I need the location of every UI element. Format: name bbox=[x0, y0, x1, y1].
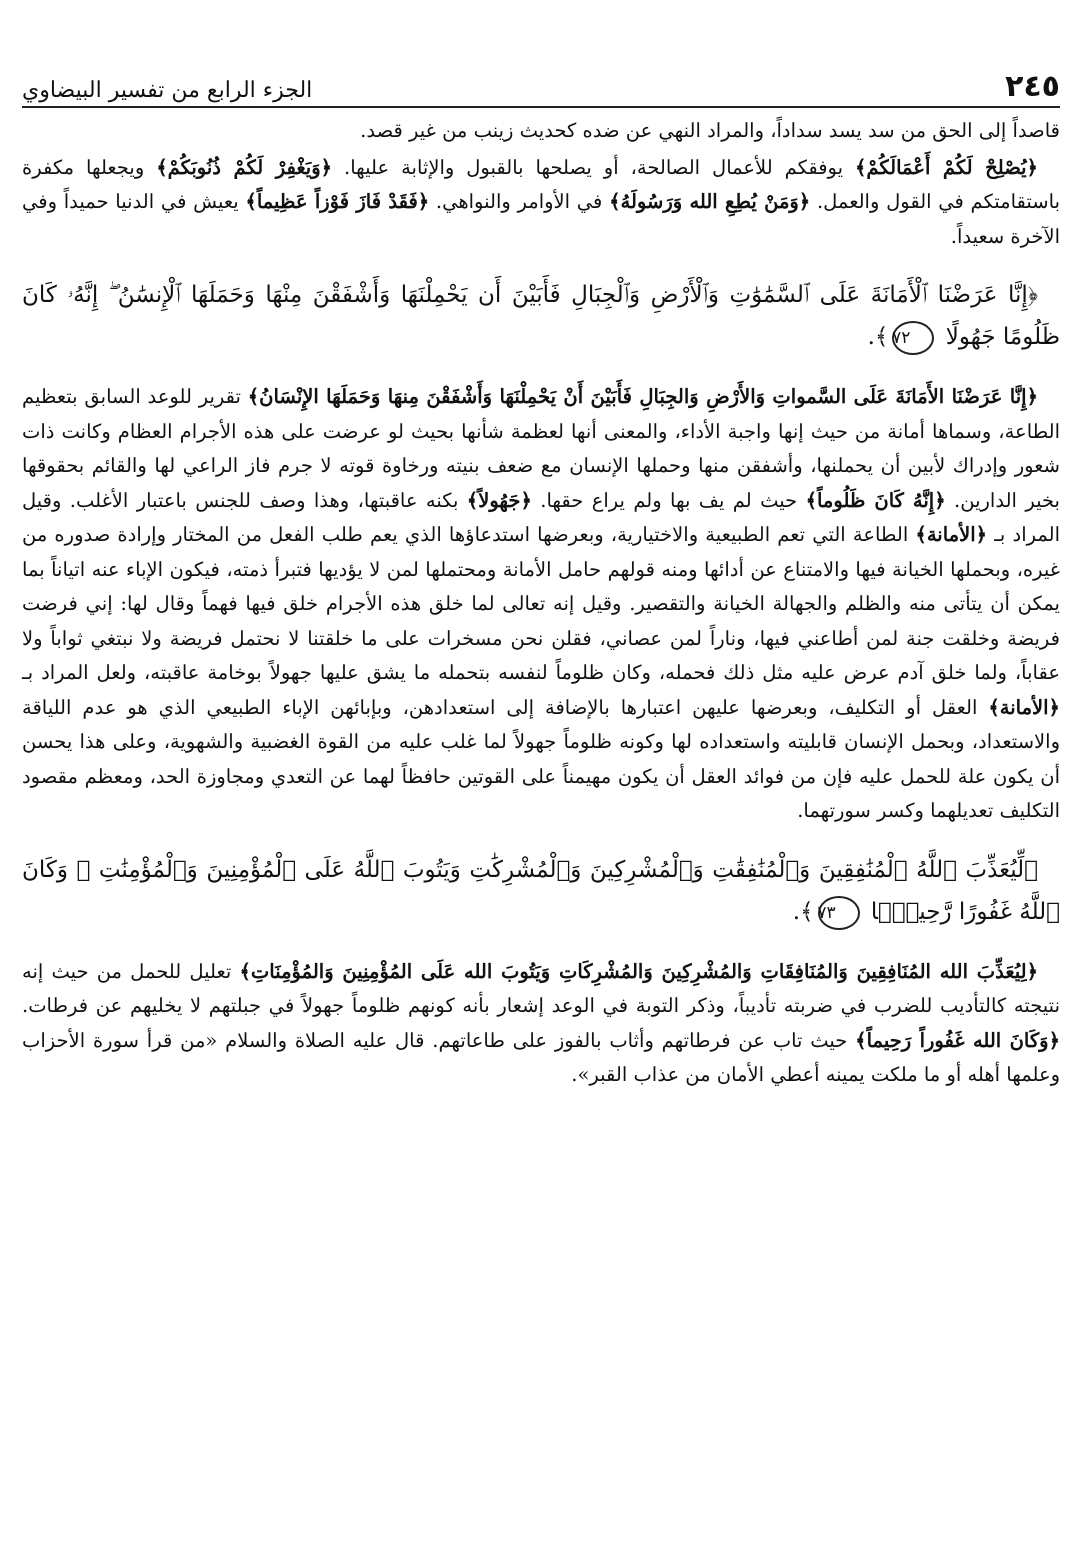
quran-quote: ﴿الأمانة﴾ bbox=[988, 695, 1060, 719]
quran-quote: ﴿الأمانة﴾ bbox=[915, 523, 988, 546]
quran-quote: ﴿جَهُولاً﴾ bbox=[466, 488, 532, 512]
commentary-text: في الأوامر والنواهي. bbox=[429, 190, 610, 213]
quran-quote: ﴿وَكَانَ الله غَفُوراً رَحِيماً﴾ bbox=[855, 1028, 1060, 1052]
verse-end: ﴾. bbox=[792, 898, 814, 925]
quran-quote: ﴿إِنَّا عَرَضْنَا الأَمَانَةَ عَلَى السَّمواتِ وَالأَرْضِ وَالجِبَالِ فَأَبَيْنَ أَنْ يَحْمِلْنَهَا وَأَشْفَقْنَ مِنهَا وَحَمَلَهَا الإِنْسَانُ﴾ bbox=[247, 385, 1038, 408]
page-number: ٢٤٥ bbox=[1005, 69, 1060, 104]
verse-73-block bbox=[22, 849, 1060, 933]
commentary-text: حيث لم يف بها ولم يراع حقها. bbox=[531, 488, 806, 512]
commentary-text: حيث تاب عن فرطاتهم وأثاب بالفوز على طاعاتهم. قال عليه الصلاة والسلام «من قرأ سورة الأحزاب وعلمها أهله أو ما ملكت يمينه أعطي الأمان من عذاب القبر». bbox=[22, 1028, 1060, 1086]
quran-quote: ﴿يُصْلِحْ لَكُمْ أَعْمَالَكُمْ﴾ bbox=[855, 155, 1038, 179]
commentary-text: تعليل للحمل من حيث إنه نتيجته كالتأديب للضرب في ضربته تأديباً، وذكر التوبة في الوعد إشعار بأنه كونهم ظلوماً جهولاً في جبلتهم لا يخليهم عن فرطات. bbox=[22, 959, 1060, 1017]
commentary-text: الطاعة التي تعم الطبيعية والاختيارية، وبعرضها استدعاؤها الذي يعم طلب الفعل من المختار وإرادة صدوره من غيره، وبحملها الخيانة فيها والامتناع عن أدائها ومنه قولهم حامل الأمانة ومحتملها لمن لا يؤديها فتبرأ ذمته، فيكون الإباء عنه اتياناً بما يمكن أن يتأتى منه والظلم والجهالة الخيانة والتقصير. وقيل إنه تعالى لما خلق هذه الأجرام خلق فيها فهماً وقال لها: إني فرضت فريضة وخلقت جنة لمن أطاعني فيها، وناراً لمن عصاني، فقلن نحن مسخرات على ما خلقتنا لا نحتمل فريضة ولا نبتغي ثواباً ولا عقاباً، ولما خلق آدم عرض عليه مثل ذلك فحمله، وكان ظلوماً لنفسه بتحمله ما يشق عليها جهولاً بوخامة عاقبته، ولعل المراد بـ bbox=[22, 523, 1060, 684]
paragraph-continuation bbox=[22, 114, 1060, 149]
paragraph-verse-72-commentary bbox=[22, 380, 1060, 829]
commentary-text: العقل أو التكليف، وبعرضها عليهن اعتبارها بالإضافة إلى استعدادهن، وبإبائهن الإباء الطبيعي الذي هو عدم اللياقة والاستعداد، وبحمل الإنسان قابليته واستعداده لها وكونه ظلوماً جهولاً لما غلب عليه من القوة الغضبية والشهوية، وعلى هذا يحسن أن يكون علة للحمل عليه فإن من فوائد العقل أن يكون مهيمناً على القوتين حافظاً لهما عن التعدي ومجاوزة الحد، ومعظم مقصود التكليف تعديلهما وكسر سورتهما. bbox=[22, 695, 1060, 822]
commentary-text: قاصداً إلى الحق من سد يسد سداداً، والمراد النهي عن ضده كحديث زينب من غير قصد. bbox=[360, 119, 1060, 142]
commentary-text: تقرير للوعد السابق بتعظيم الطاعة، وسماها أمانة من حيث إنها واجبة الأداء، والمعنى أنها لعظمة شأنها بحيث لو عرضت على هذه الأجرام العظام وكانت ذات شعور وإدراك لأبين أن يحملنها، وأشفقن منها وحملها الإنسان مع ضعف بنيته ورخاوة قوته لا جرم فاز الراعي لها والقائم بحقوقها بخير الدارين. bbox=[22, 385, 1060, 512]
ayah-number-marker: ٧٣ bbox=[818, 896, 860, 930]
page-body bbox=[22, 114, 1060, 1519]
quran-quote: ﴿فَقَدْ فَازَ فَوْزاً عَظِيماً﴾ bbox=[245, 190, 430, 213]
quran-quote: ﴿وَمَنْ يُطِعِ الله وَرَسُولَهُ﴾ bbox=[609, 190, 811, 213]
ayah-number-marker: ٧٢ bbox=[892, 321, 934, 355]
quran-quote: ﴿لِيُعَذِّبَ الله المُنَافِقِينَ وَالمُنَافِقَاتِ وَالمُشْرِكِينَ وَالمُشْرِكَاتِ وَيَتُوبَ الله عَلَى المُؤْمِنِينَ وَالمُؤْمِنَاتِ﴾ bbox=[239, 959, 1038, 983]
commentary-text: يوفقكم للأعمال الصالحة، أو يصلحها بالقبول والإثابة عليها. bbox=[332, 155, 855, 179]
commentary-text: يعيش في الدنيا حميداً وفي الآخرة سعيداً. bbox=[22, 190, 1060, 248]
commentary-text: ويجعلها مكفرة باستقامتكم في القول والعمل. bbox=[22, 155, 1061, 213]
verse-text: ﴿لِّيُعَذِّبَ ٱللَّهُ ٱلْمُنَٰفِقِينَ وَٱلْمُنَٰفِقَٰتِ وَٱلْمُشْرِكِينَ وَٱلْمُشْرِكَٰتِ وَيَتُوبَ ٱللَّهُ عَلَى ٱلْمُؤْمِنِينَ وَٱلْمُؤْمِنَٰتِ ۗ وَكَانَ ٱللَّهُ غَفُورًا رَّحِيمًۢا bbox=[22, 856, 1060, 925]
verse-end: ﴾. bbox=[867, 324, 889, 350]
commentary-text: بكنه عاقبتها، وهذا وصف للجنس باعتبار الأغلب. وقيل المراد بـ bbox=[22, 488, 1060, 546]
paragraph-verse-73-commentary bbox=[22, 955, 1060, 1093]
quran-quote: ﴿وَيَغْفِرْ لَكُمْ ذُنُوبَكُمْ﴾ bbox=[156, 155, 333, 179]
running-header bbox=[22, 58, 1060, 108]
paragraph-verse-71-commentary bbox=[22, 151, 1060, 255]
quran-quote: ﴿إِنَّهُ كَانَ ظَلُوماً﴾ bbox=[805, 488, 946, 512]
book-title: الجزء الرابع من تفسير البيضاوي bbox=[22, 78, 313, 103]
verse-72-block bbox=[22, 274, 1060, 358]
verse-text: ﴿إِنَّا عَرَضْنَا ٱلْأَمَانَةَ عَلَى ٱلسَّمَٰوَٰتِ وَٱلْأَرْضِ وَٱلْجِبَالِ فَأَبَيْنَ أَن يَحْمِلْنَهَا وَأَشْفَقْنَ مِنْهَا وَحَمَلَهَا ٱلْإِنسَٰنُ ۖ إِنَّهُۥ كَانَ ظَلُومًا جَهُولًا bbox=[22, 282, 1060, 350]
